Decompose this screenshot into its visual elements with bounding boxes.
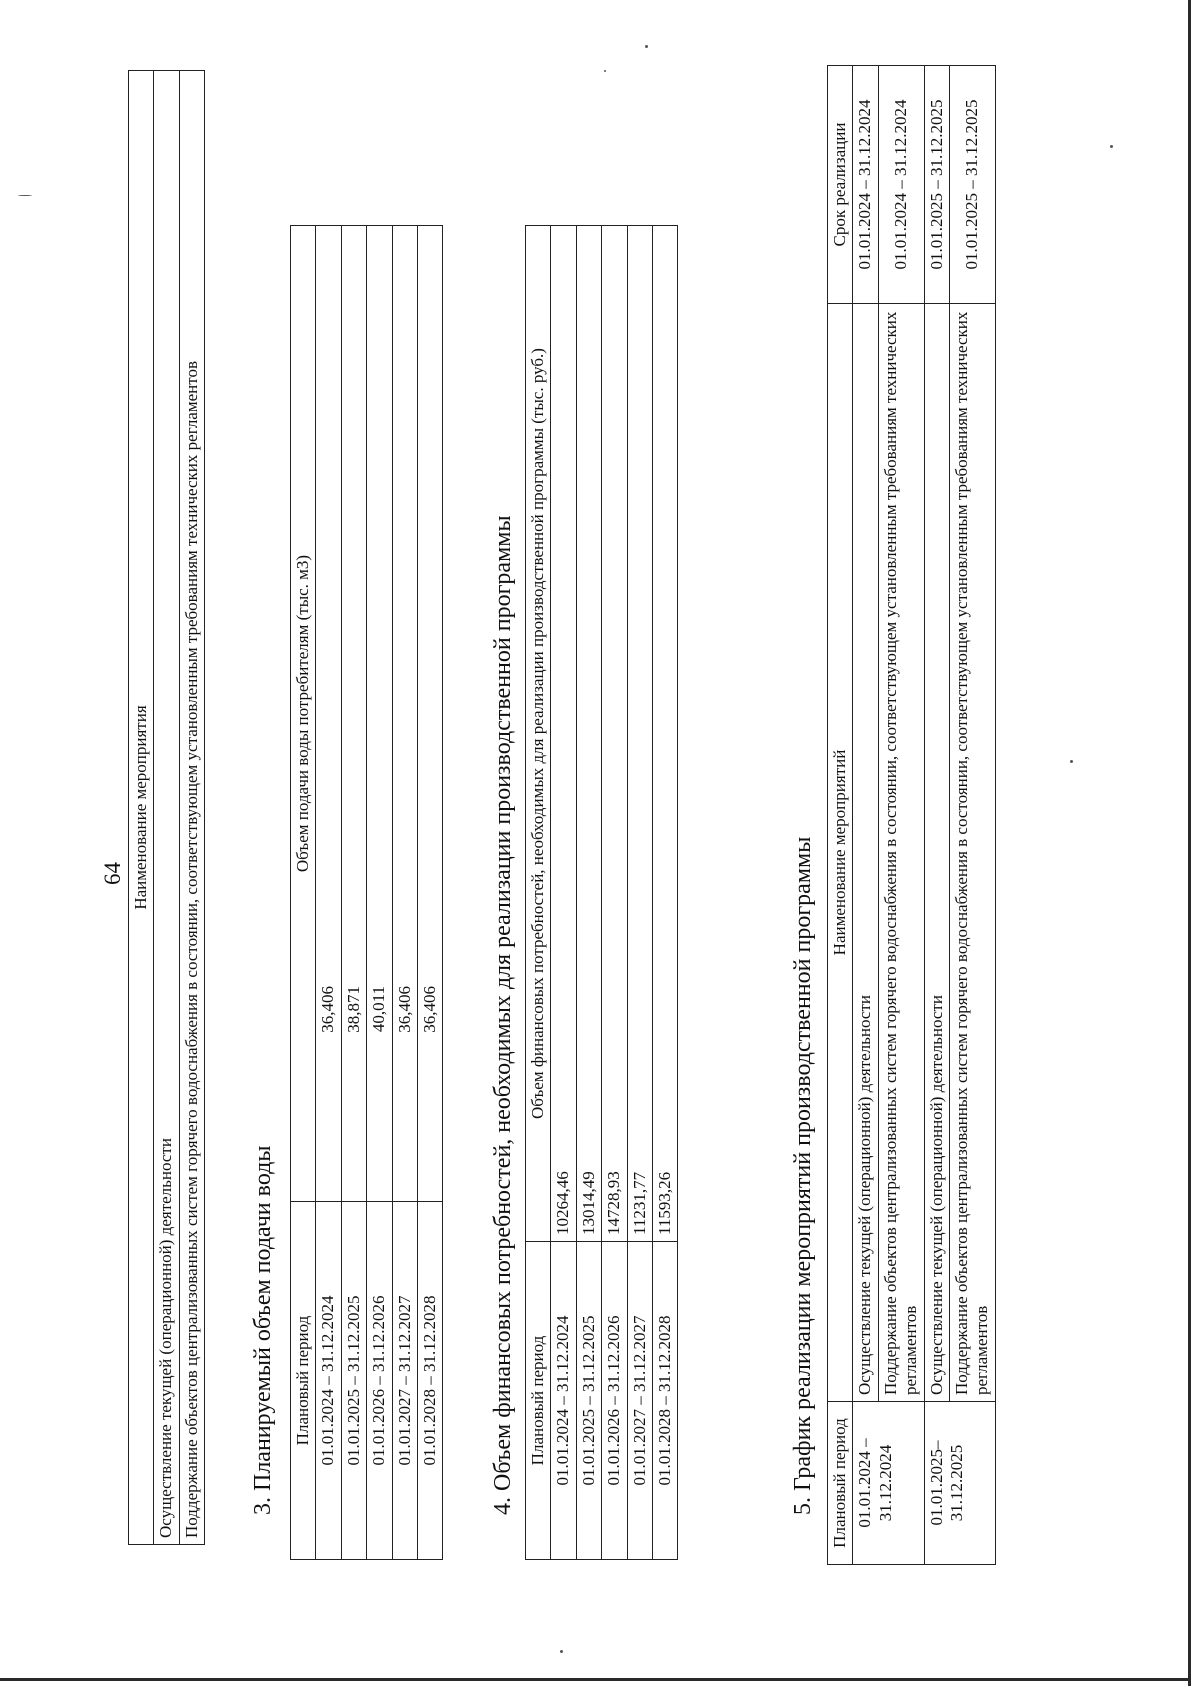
table-row-period: 01.01.2027 – 31.12.2027 <box>627 1242 652 1560</box>
schedule-item-term: 01.01.2024 – 31.12.2024 <box>853 66 878 304</box>
schedule-item-term: 01.01.2024 – 31.12.2024 <box>878 66 924 304</box>
table-row-value: 38,871 <box>341 226 366 1202</box>
schedule-col-name: Наименование мероприятий <box>828 304 853 1402</box>
table-row-value: 40,011 <box>367 226 392 1202</box>
table-row-period: 01.01.2028 – 31.12.2028 <box>417 1202 442 1560</box>
table-row-period: 01.01.2025 – 31.12.2025 <box>576 1242 601 1560</box>
water-volume-col-volume: Объем подачи воды потребителям (тыс. м3) <box>291 226 316 1202</box>
measures-table-row: Осуществление текущей (операционной) деятельности <box>154 71 179 1545</box>
section5-heading: 5. График реализации мероприятий производственной программы <box>790 836 816 1515</box>
schedule-item-name: Осуществление текущей (операционной) деятельности <box>924 304 949 1402</box>
finance-table <box>525 225 678 1560</box>
schedule-col-term: Срок реализации <box>828 66 853 304</box>
schedule-group-period: 01.01.2025– 31.12.2025 <box>924 1402 995 1565</box>
schedule-item-term: 01.01.2025 – 31.12.2025 <box>924 66 949 304</box>
scan-edge-right <box>1188 0 1191 1686</box>
measures-table <box>128 70 205 1545</box>
section3-heading: 3. Планируемый объем подачи воды <box>250 1145 276 1515</box>
scan-speck <box>18 195 32 196</box>
schedule-item-name: Поддержание объектов централизованных систем горячего водоснабжения в состоянии, соответствующем установленным требованиям технических регламентов <box>949 304 995 1402</box>
water-volume-col-period: Плановый период <box>291 1202 316 1560</box>
section4-heading: 4. Объем финансовых потребностей, необходимых для реализации производственной программы <box>490 515 516 1515</box>
table-row-value: 36,406 <box>392 226 417 1202</box>
table-row-value: 13014,49 <box>576 226 601 1242</box>
table-row-value: 36,406 <box>417 226 442 1202</box>
table-row-period: 01.01.2026 – 31.12.2026 <box>367 1202 392 1560</box>
table-row-period: 01.01.2024 – 31.12.2024 <box>551 1242 576 1560</box>
table-row-value: 14728,93 <box>602 226 627 1242</box>
schedule-table <box>827 65 996 1565</box>
scan-speck <box>560 1650 563 1653</box>
scan-edge-bottom <box>0 1678 1191 1681</box>
page-number: 64 <box>100 862 125 885</box>
table-row-period: 01.01.2028 – 31.12.2028 <box>652 1242 677 1560</box>
water-volume-table <box>290 225 443 1560</box>
schedule-col-period: Плановый период <box>828 1402 853 1565</box>
table-row-value: 10264,46 <box>551 226 576 1242</box>
rotated-document-page <box>100 15 1180 1575</box>
schedule-item-name: Поддержание объектов централизованных систем горячего водоснабжения в состоянии, соответствующем установленным требованиям технических регламентов <box>878 304 924 1402</box>
schedule-group-period: 01.01.2024 – 31.12.2024 <box>853 1402 924 1565</box>
schedule-item-name: Осуществление текущей (операционной) деятельности <box>853 304 878 1402</box>
table-row-period: 01.01.2027 – 31.12.2027 <box>392 1202 417 1560</box>
table-row-period: 01.01.2024 – 31.12.2024 <box>316 1202 341 1560</box>
finance-col-period: Плановый период <box>526 1242 551 1560</box>
finance-col-finance: Объем финансовых потребностей, необходимых для реализации производственной программы (тыс. руб.) <box>526 226 551 1242</box>
table-row-period: 01.01.2025 – 31.12.2025 <box>341 1202 366 1560</box>
table-row-period: 01.01.2026 – 31.12.2026 <box>602 1242 627 1560</box>
table-row-value: 11231,77 <box>627 226 652 1242</box>
schedule-item-term: 01.01.2025 – 31.12.2025 <box>949 66 995 304</box>
measures-table-header: Наименование мероприятия <box>129 71 154 1545</box>
table-row-value: 11593,26 <box>652 226 677 1242</box>
table-row-value: 36,406 <box>316 226 341 1202</box>
measures-table-row: Поддержание объектов централизованных систем горячего водоснабжения в состоянии, соответствующем установленным требованиям технических регламентов <box>179 71 204 1545</box>
